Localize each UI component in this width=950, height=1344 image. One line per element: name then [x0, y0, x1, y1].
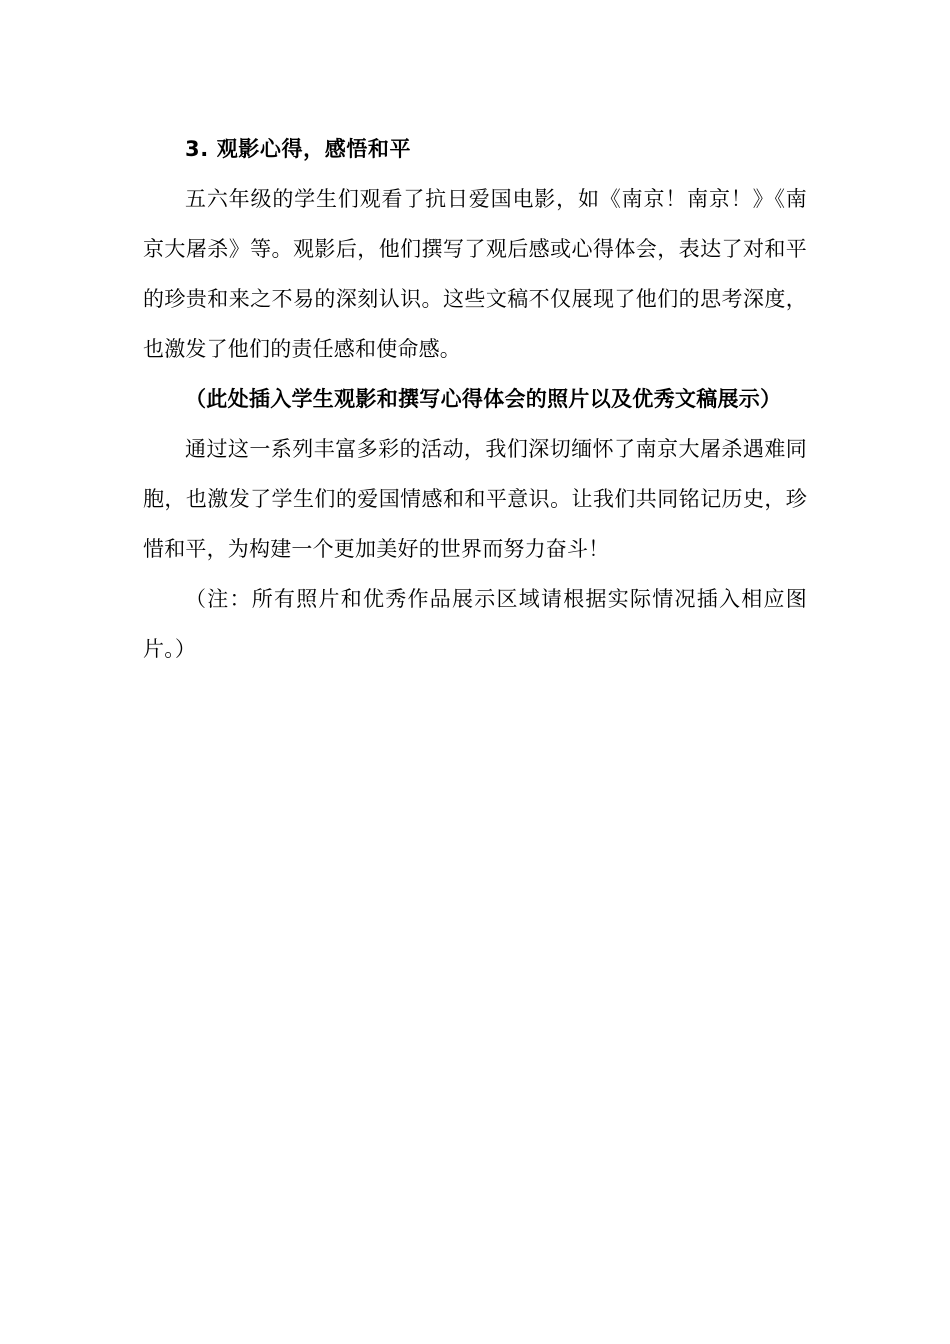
photo-placeholder-note: （此处插入学生观影和撰写心得体会的照片以及优秀文稿展示）: [185, 387, 782, 411]
paragraph-movie-viewing: 五六年级的学生们观看了抗日爱国电影，如《南京！南京！》《南京大屠杀》等。观影后，他们撰写了观后感或心得体会，表达了对和平的珍贵和来之不易的深刻认识。这些文稿不仅展现了他们的思考深度，也激发了他们的责任感和使命感。: [143, 187, 807, 361]
paragraph-conclusion: 通过这一系列丰富多彩的活动，我们深切缅怀了南京大屠杀遇难同胞，也激发了学生们的爱国情感和和平意识。让我们共同铭记历史，珍惜和平，为构建一个更加美好的世界而努力奋斗！: [143, 437, 807, 561]
document-body: [143, 124, 807, 674]
section-heading: 3. 观影心得，感悟和平: [185, 137, 412, 161]
paragraph-footnote: （注：所有照片和优秀作品展示区域请根据实际情况插入相应图片。）: [143, 587, 807, 661]
